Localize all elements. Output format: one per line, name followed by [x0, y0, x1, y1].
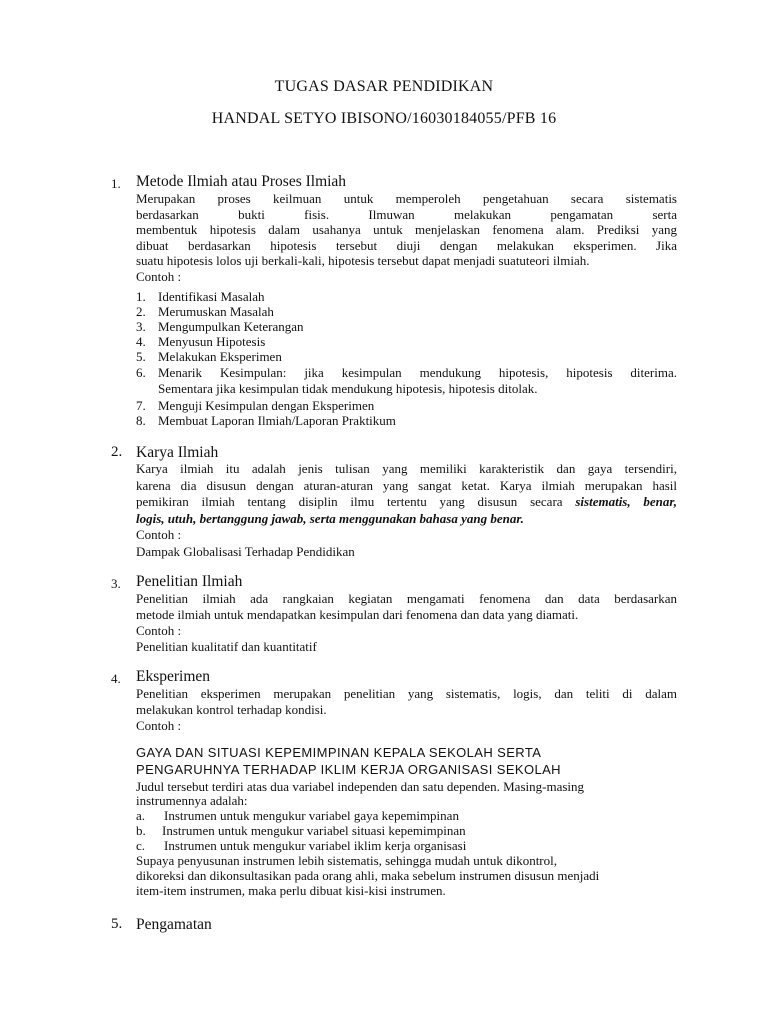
section-2-number: 2. — [111, 444, 123, 460]
list-text: Menyusun Hipotesis — [158, 334, 266, 349]
section-4-paragraph — [136, 686, 677, 734]
sub-list-letter: b. — [136, 823, 146, 838]
list-item — [136, 289, 265, 304]
list-text: Merumuskan Masalah — [158, 304, 274, 319]
list-number: 8. — [136, 413, 146, 428]
list-item — [136, 334, 265, 349]
list-number: 4. — [136, 334, 146, 349]
section-1-number: 1. — [111, 176, 121, 191]
paragraph-line: Penelitian eksperimen merupakan penelitian yang sistematis, logis, dan teliti di dalam — [136, 686, 677, 701]
emphasis-line: logis, utuh, bertanggung jawab, serta menggunakan bahasa yang benar. — [136, 510, 524, 526]
paragraph-line: Penelitian ilmiah ada rangkaian kegiatan mengamati fenomena dan data berdasarkan — [136, 591, 677, 606]
example-text: Supaya penyusunan instrumen lebih sistematis, sehingga mudah untuk dikontrol, — [136, 853, 558, 868]
sub-list-letter: a. — [136, 808, 146, 823]
list-text: Mengumpulkan Keterangan — [158, 319, 304, 334]
paragraph-line: suatu hipotesis lolos uji berkali-kali, hipotesis tersebut dapat menjadi suatuteori ilmiah. — [136, 253, 590, 268]
list-item — [136, 365, 677, 397]
document-title: TUGAS DASAR PENDIDIKAN — [274, 78, 494, 95]
paragraph-line: berdasarkan bukti fisis. Ilmuwan melakukan pengamatan serta — [136, 206, 677, 222]
paragraph-line: metode ilmiah untuk mendapatkan kesimpulan dari fenomena dan data yang diamati. — [136, 607, 579, 622]
example-text: Judul tersebut terdiri atas dua variabel independen dan satu dependen. Masing-masing — [136, 779, 585, 794]
example-text: Dampak Globalisasi Terhadap Pendidikan — [136, 543, 355, 559]
list-number: 1. — [136, 289, 146, 304]
list-text: Identifikasi Masalah — [158, 289, 265, 304]
paragraph-line — [136, 494, 677, 511]
list-number: 5. — [136, 349, 146, 364]
sub-list-letter: c. — [136, 838, 146, 853]
paragraph-line: karena dia disusun dengan aturan-aturan yang sangat ketat. Karya ilmiah merupakan hasil — [136, 477, 677, 493]
list-text: Menguji Kesimpulan dengan Eksperimen — [158, 398, 375, 413]
list-item — [136, 398, 374, 413]
emphasis-text: sistematis, benar, — [575, 494, 678, 509]
list-number: 3. — [136, 319, 146, 334]
section-1-paragraph — [136, 191, 677, 284]
list-number: 2. — [136, 304, 146, 319]
section-4-number: 4. — [111, 671, 121, 686]
list-item — [136, 319, 303, 334]
list-item — [136, 349, 282, 364]
sub-list-text: Instrumen untuk mengukur variabel gaya kepemimpinan — [164, 808, 459, 823]
paragraph-line: membentuk hipotesis dalam usahanya untuk menjelaskan fenomena alam. Prediksi yang — [136, 222, 677, 237]
sub-list-text: Instrumen untuk mengukur variabel iklim kerja organisasi — [164, 838, 467, 853]
paragraph-line: dibuat berdasarkan hipotesis tersebut diuji dengan melakukan eksperimen. Jika — [136, 237, 677, 253]
paragraph-text: pemikiran ilmiah tentang disiplin ilmu tertentu yang disusun secara — [136, 494, 576, 509]
section-3-heading: Penelitian Ilmiah — [136, 573, 243, 590]
contoh-label: Contoh : — [136, 527, 182, 542]
sub-list-item — [136, 838, 466, 853]
list-item — [136, 304, 274, 319]
paragraph-line: Karya ilmiah itu adalah jenis tulisan yang memiliki karakteristik dan gaya tersendiri, — [136, 461, 677, 476]
section-5-heading: Pengamatan — [136, 916, 212, 933]
section-5-number: 5. — [111, 916, 123, 932]
paragraph-line: Merupakan proses keilmuan untuk memperoleh pengetahuan secara sistematis — [136, 191, 677, 206]
example-text: dikoreksi dan dikonsultasikan pada orang ahli, maka sebelum instrumen disusun menjadi — [136, 868, 600, 883]
list-text: Menarik Kesimpulan: jika kesimpulan mendukung hipotesis, hipotesis diterima. — [158, 365, 677, 380]
document-author: HANDAL SETYO IBISONO/16030184055/PFB 16 — [211, 110, 557, 127]
list-number: 7. — [136, 398, 146, 413]
sub-list-text: Instrumen untuk mengukur variabel situasi kepemimpinan — [162, 823, 466, 838]
example-text: instrumennya adalah: — [136, 793, 248, 808]
list-item — [136, 413, 396, 428]
section-4-heading: Eksperimen — [136, 668, 211, 685]
section-1-heading: Metode Ilmiah atau Proses Ilmiah — [136, 173, 347, 190]
contoh-label: Contoh : — [136, 718, 182, 733]
list-text: Membuat Laporan Ilmiah/Laporan Praktikum — [158, 413, 396, 428]
list-text: Melakukan Eksperimen — [158, 349, 282, 364]
example-title-line: PENGARUHNYA TERHADAP IKLIM KERJA ORGANISASI SEKOLAH — [136, 762, 561, 777]
example-text: item-item instrumen, maka perlu dibuat kisi-kisi instrumen. — [136, 883, 446, 898]
section-3-number: 3. — [111, 576, 121, 591]
sub-list-item — [136, 823, 466, 838]
contoh-label: Contoh : — [136, 623, 182, 638]
example-text: Penelitian kualitatif dan kuantitatif — [136, 639, 317, 654]
list-text-continued: Sementara jika kesimpulan tidak mendukung hipotesis, hipotesis ditolak. — [158, 381, 538, 396]
list-number: 6. — [136, 365, 146, 380]
section-2-paragraph — [136, 461, 677, 560]
section-2-heading: Karya Ilmiah — [136, 444, 219, 461]
paragraph-line: melakukan kontrol terhadap kondisi. — [136, 702, 327, 717]
contoh-label: Contoh : — [136, 268, 182, 284]
section-3-paragraph — [136, 591, 677, 655]
example-title-line: GAYA DAN SITUASI KEPEMIMPINAN KEPALA SEKOLAH SERTA — [136, 745, 542, 760]
sub-list-item — [136, 808, 459, 823]
